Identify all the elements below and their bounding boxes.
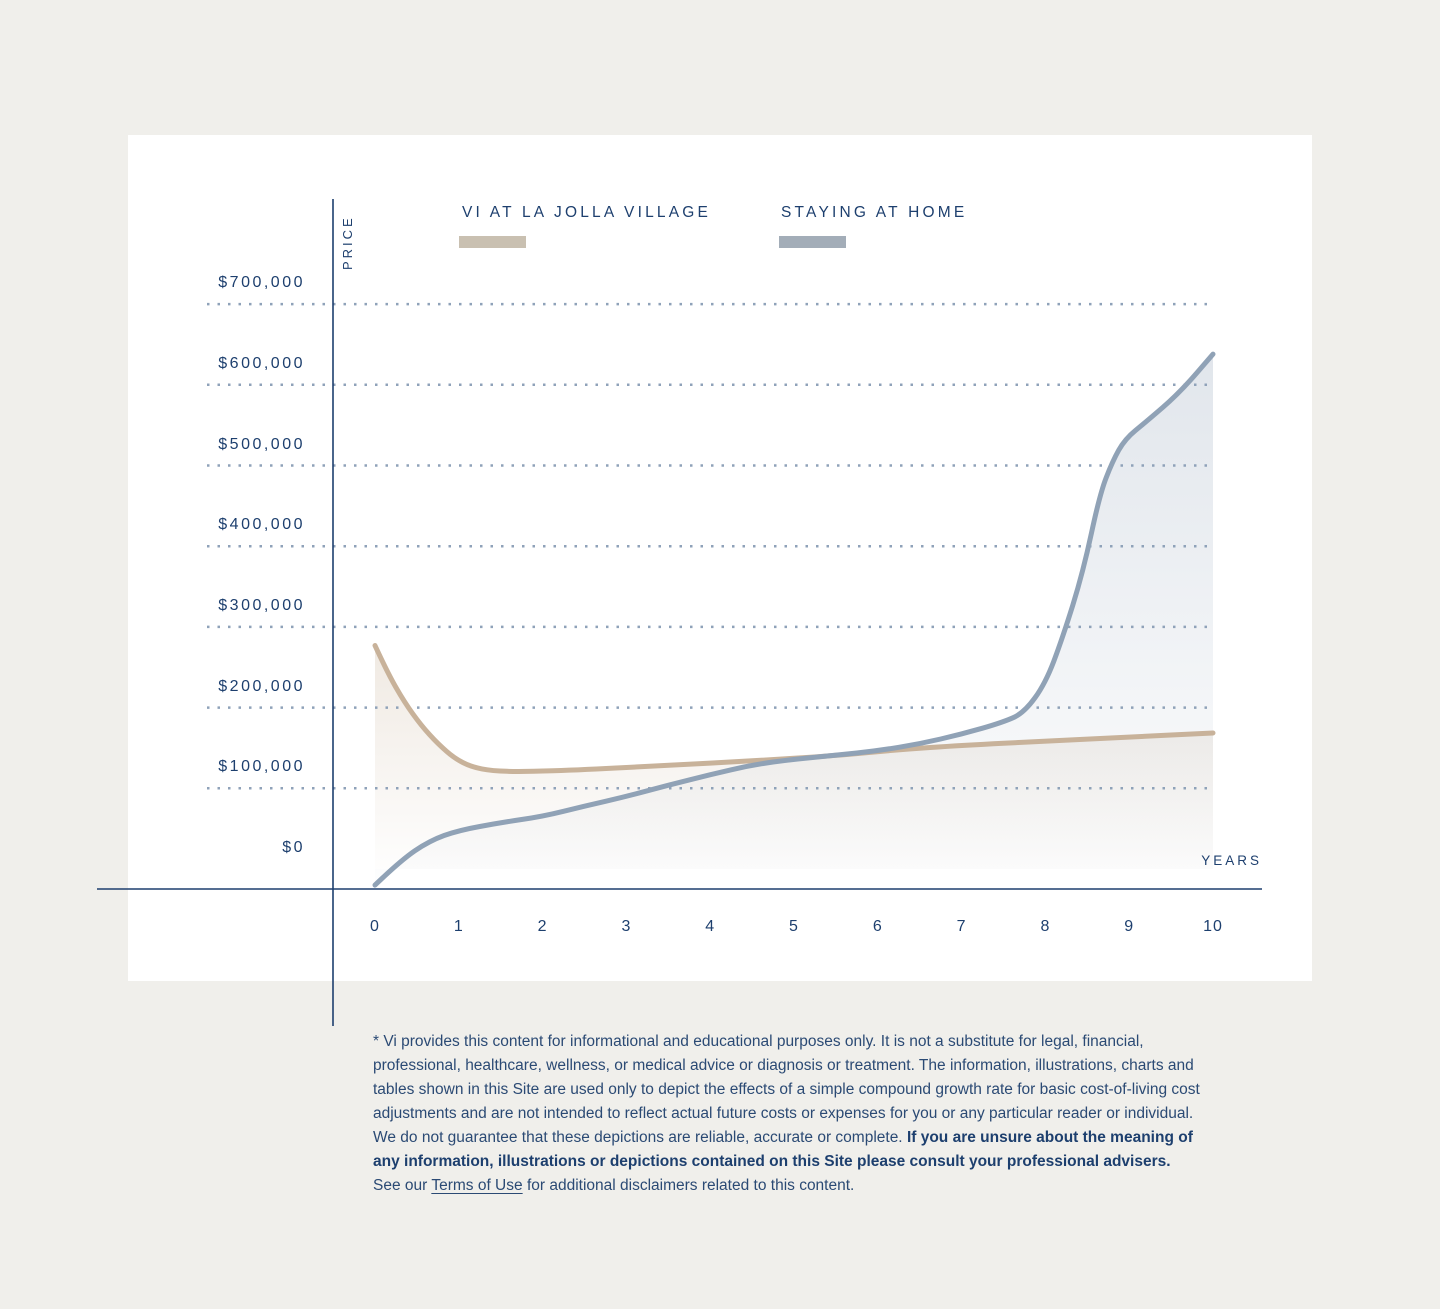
y-tick-label: $500,000	[218, 435, 305, 453]
disclaimer-normal: * Vi provides this content for informational and educational purposes only. It is not a substitute for legal, financial, professional, healthcare, wellness, or medical advice or diagnosis or treatment. The information, illustrations, charts and tables shown in this Site are used only to depict the effects of a simple compound growth rate for basic cost-of-living cost adjustments and are not intended to reflect actual future costs or expenses for you or any particular reader or individual. We do not guarantee that these depictions are reliable, accurate or complete.	[373, 1033, 1200, 1146]
x-tick-label: 5	[789, 918, 799, 935]
x-tick-label: 1	[453, 918, 464, 935]
x-axis-title: YEARS	[1201, 853, 1262, 868]
x-tick-label: 7	[956, 918, 967, 935]
y-tick-label: $100,000	[218, 758, 305, 776]
disclaimer-after-link: for additional disclaimers related to this content.	[522, 1177, 855, 1194]
y-tick-label: $700,000	[218, 274, 305, 292]
legend-swatch-home	[779, 236, 846, 248]
x-tick-label: 6	[872, 918, 883, 935]
terms-of-use-link[interactable]: Terms of Use	[431, 1177, 523, 1194]
y-tick-label: $400,000	[218, 516, 305, 534]
disclaimer-bold: If you are unsure about the meaning of any information, illustrations or depictions contained on this Site please consult your professional advisers.	[373, 1129, 1193, 1170]
x-tick-label: 3	[621, 918, 632, 935]
y-axis-title: PRICE	[340, 215, 355, 270]
x-tick-label: 2	[537, 918, 548, 935]
disclaimer-text	[373, 1030, 1213, 1198]
legend-swatch-vi	[459, 236, 526, 248]
disclaimer-see-our: See our	[373, 1177, 432, 1194]
y-tick-label: $200,000	[218, 677, 305, 695]
y-tick-label: $600,000	[218, 354, 305, 372]
legend-label-home: STAYING AT HOME	[781, 204, 968, 221]
legend-label-vi: VI AT LA JOLLA VILLAGE	[462, 204, 712, 221]
x-tick-label: 9	[1124, 918, 1135, 935]
x-tick-label: 8	[1040, 918, 1051, 935]
x-tick-label: 0	[370, 918, 380, 935]
x-tick-label: 4	[705, 918, 716, 935]
x-tick-label: 10	[1203, 918, 1223, 935]
y-tick-label: $300,000	[218, 596, 305, 614]
y-tick-label: $0	[282, 839, 305, 856]
